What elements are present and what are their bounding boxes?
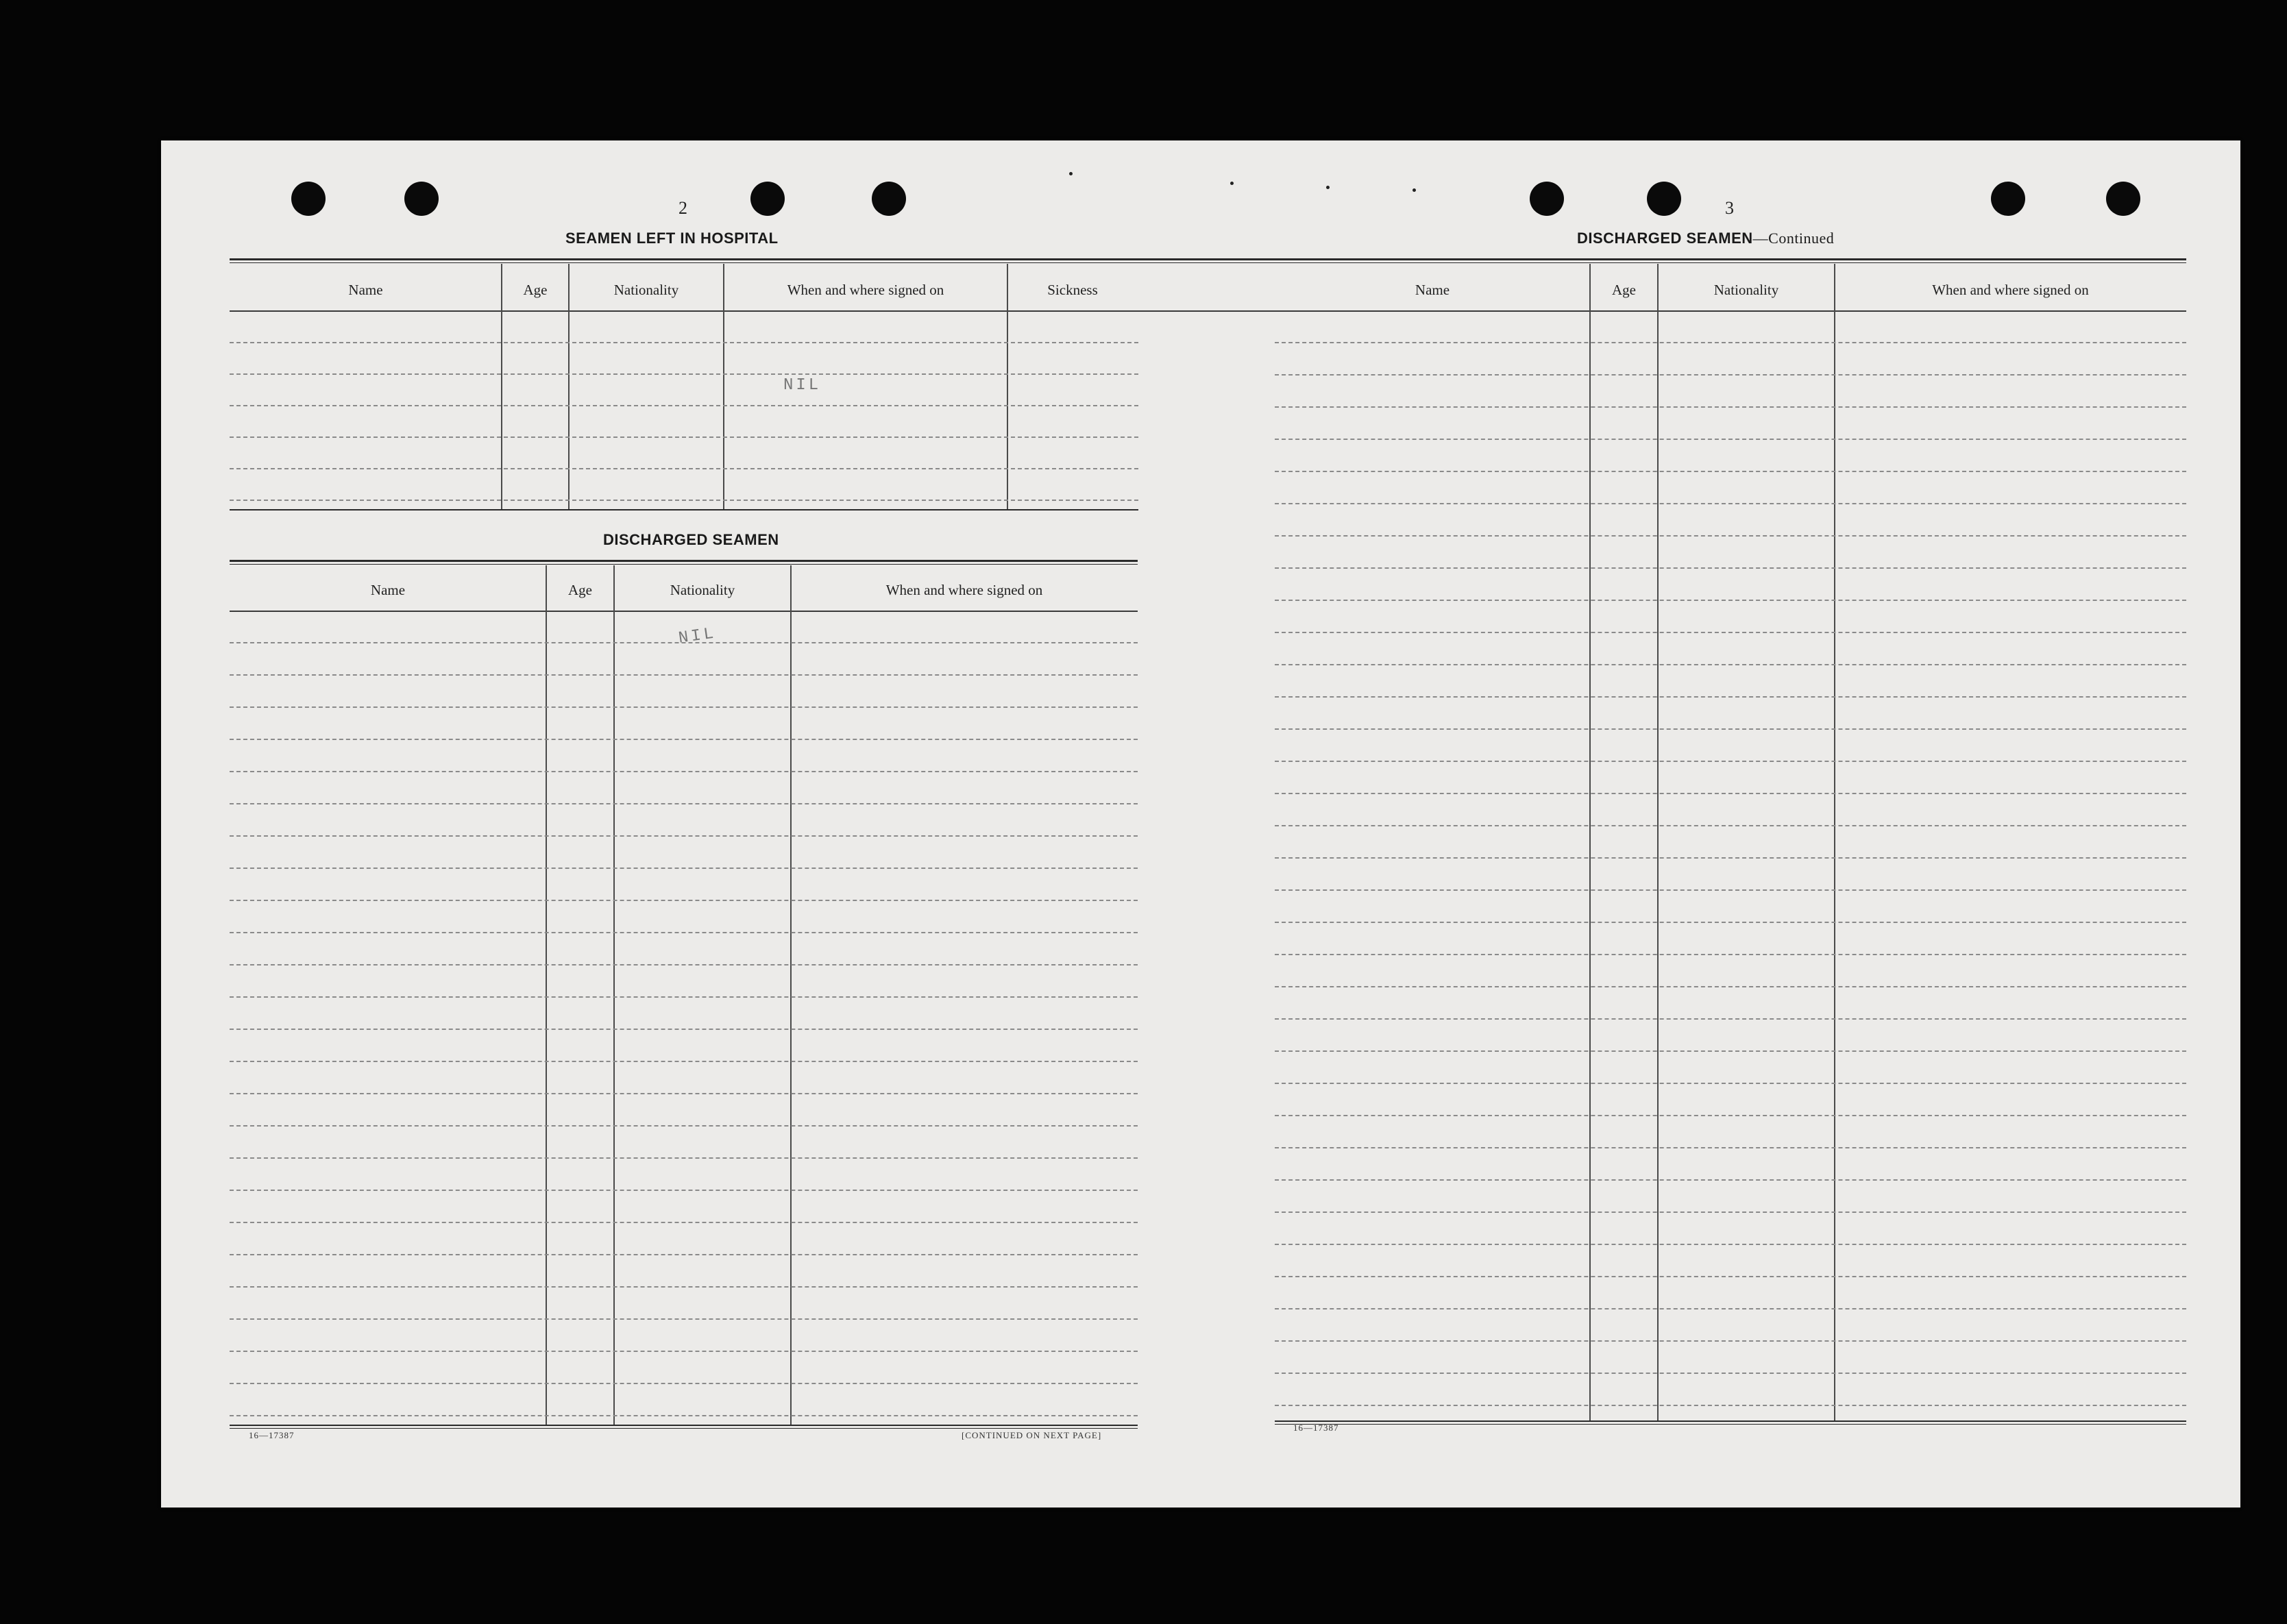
table-header-rule [230,310,1297,312]
column-header-sickness: Sickness [1047,282,1098,298]
table-row [230,373,1138,375]
column-divider [546,565,547,1425]
table-row [1275,567,2186,569]
table-row [1275,374,2186,376]
table-row [1275,1373,2186,1374]
table-row [230,996,1138,998]
table-row [1275,825,2186,826]
table-row [230,1286,1138,1288]
table-row [230,436,1138,438]
continued-note: [CONTINUED ON NEXT PAGE] [962,1430,1102,1440]
table-row [1275,600,2186,601]
column-header-name: Name [1415,282,1450,298]
discharged-table [230,560,1138,1574]
column-divider [1589,264,1591,1420]
column-header-name: Name [348,282,383,298]
table-top-rule [230,258,1297,260]
table-row [230,900,1138,901]
table-row [1275,535,2186,537]
table-row [1275,1018,2186,1020]
table-row [230,674,1138,676]
table-row [1275,1405,2186,1406]
table-row [1275,1083,2186,1084]
column-divider [613,565,615,1425]
dust-speck [1412,188,1416,192]
punch-hole [2106,182,2140,216]
dust-speck [1230,182,1234,185]
hospital-section-title: SEAMEN LEFT IN HOSPITAL [565,230,779,247]
left-page-number: 2 [678,198,687,218]
table-top-rule [1275,262,2186,263]
discharged-continued-title [1577,230,1834,247]
right-form-number: 16—17387 [1293,1423,1339,1433]
table-header-rule [230,611,1138,612]
punch-hole [750,182,785,216]
column-header-signed-on: When and where signed on [1932,282,2089,298]
column-header-nationality: Nationality [613,282,679,298]
table-row [230,1190,1138,1191]
table-bottom-rule [230,1425,1138,1426]
punch-hole [872,182,906,216]
discharged-continued-title-text: DISCHARGED SEAMEN [1577,230,1753,247]
table-row [230,1415,1138,1416]
table-top-rule [230,560,1138,562]
table-bottom-rule [230,509,1138,510]
table-row [1275,1115,2186,1116]
column-header-age: Age [1612,282,1636,298]
table-row [230,1351,1138,1352]
table-row [1275,1179,2186,1181]
table-header-rule [1275,310,2186,312]
table-row [1275,664,2186,665]
table-row [230,835,1138,837]
table-row [1275,1340,2186,1342]
table-row [230,964,1138,965]
table-row [1275,471,2186,472]
table-row [230,405,1138,406]
table-row [230,500,1138,501]
table-row [230,1093,1138,1094]
column-header-nationality: Nationality [670,582,735,598]
table-row [230,1254,1138,1255]
dust-speck [1069,172,1073,175]
column-divider [568,264,570,510]
discharged-section-title: DISCHARGED SEAMEN [603,531,779,548]
table-row [230,342,1138,343]
table-row [1275,1276,2186,1277]
column-divider [790,565,792,1425]
table-bottom-rule [1275,1424,2186,1425]
left-form-number: 16—17387 [249,1430,295,1440]
table-row [1275,922,2186,923]
discharged-continued-table [1275,258,2186,1560]
table-row [1275,503,2186,504]
table-row [1275,439,2186,440]
punch-hole [1991,182,2025,216]
right-page-number: 3 [1725,198,1734,218]
table-row [1275,761,2186,762]
column-divider [501,264,502,510]
table-row [230,706,1138,708]
table-row [1275,1211,2186,1213]
table-row [230,771,1138,772]
column-divider [723,264,724,510]
table-row [1275,889,2186,891]
punch-hole [291,182,326,216]
table-bottom-rule [230,1428,1138,1429]
table-row [230,739,1138,740]
punch-hole [404,182,439,216]
table-row [230,1061,1138,1062]
table-bottom-rule [1275,1420,2186,1422]
table-row [1275,1244,2186,1245]
table-top-rule [230,262,1297,263]
table-row [1275,986,2186,987]
nil-stamp: NIL [677,624,718,648]
table-row [1275,342,2186,343]
table-row [230,1157,1138,1159]
table-top-rule [230,564,1138,565]
column-header-nationality: Nationality [1713,282,1779,298]
table-row [1275,632,2186,633]
table-row [1275,793,2186,794]
ledger-sheet [161,140,2240,1508]
table-row [230,1029,1138,1030]
table-row [1275,954,2186,955]
column-divider [1007,264,1008,510]
continued-suffix: —Continued [1752,230,1835,247]
dust-speck [1326,186,1330,189]
column-header-age: Age [523,282,548,298]
table-row [230,932,1138,933]
column-header-age: Age [568,582,592,598]
table-row [230,468,1138,469]
column-divider [1834,264,1835,1420]
table-row [1275,406,2186,408]
table-row [1275,1050,2186,1052]
table-row [230,1318,1138,1320]
column-divider [1657,264,1659,1420]
nil-stamp: NIL [783,376,822,395]
table-row [1275,857,2186,859]
table-row [1275,1147,2186,1148]
table-top-rule [1275,258,2186,260]
punch-hole [1530,182,1564,216]
punch-hole [1647,182,1681,216]
column-header-signed-on: When and where signed on [885,582,1043,598]
table-row [230,868,1138,869]
column-header-signed-on: When and where signed on [787,282,944,298]
table-row [1275,696,2186,698]
table-row [230,1125,1138,1127]
table-row [230,1222,1138,1223]
table-row [1275,1308,2186,1309]
column-header-name: Name [370,582,406,598]
table-row [1275,728,2186,730]
table-row [230,1383,1138,1384]
table-row [230,803,1138,804]
